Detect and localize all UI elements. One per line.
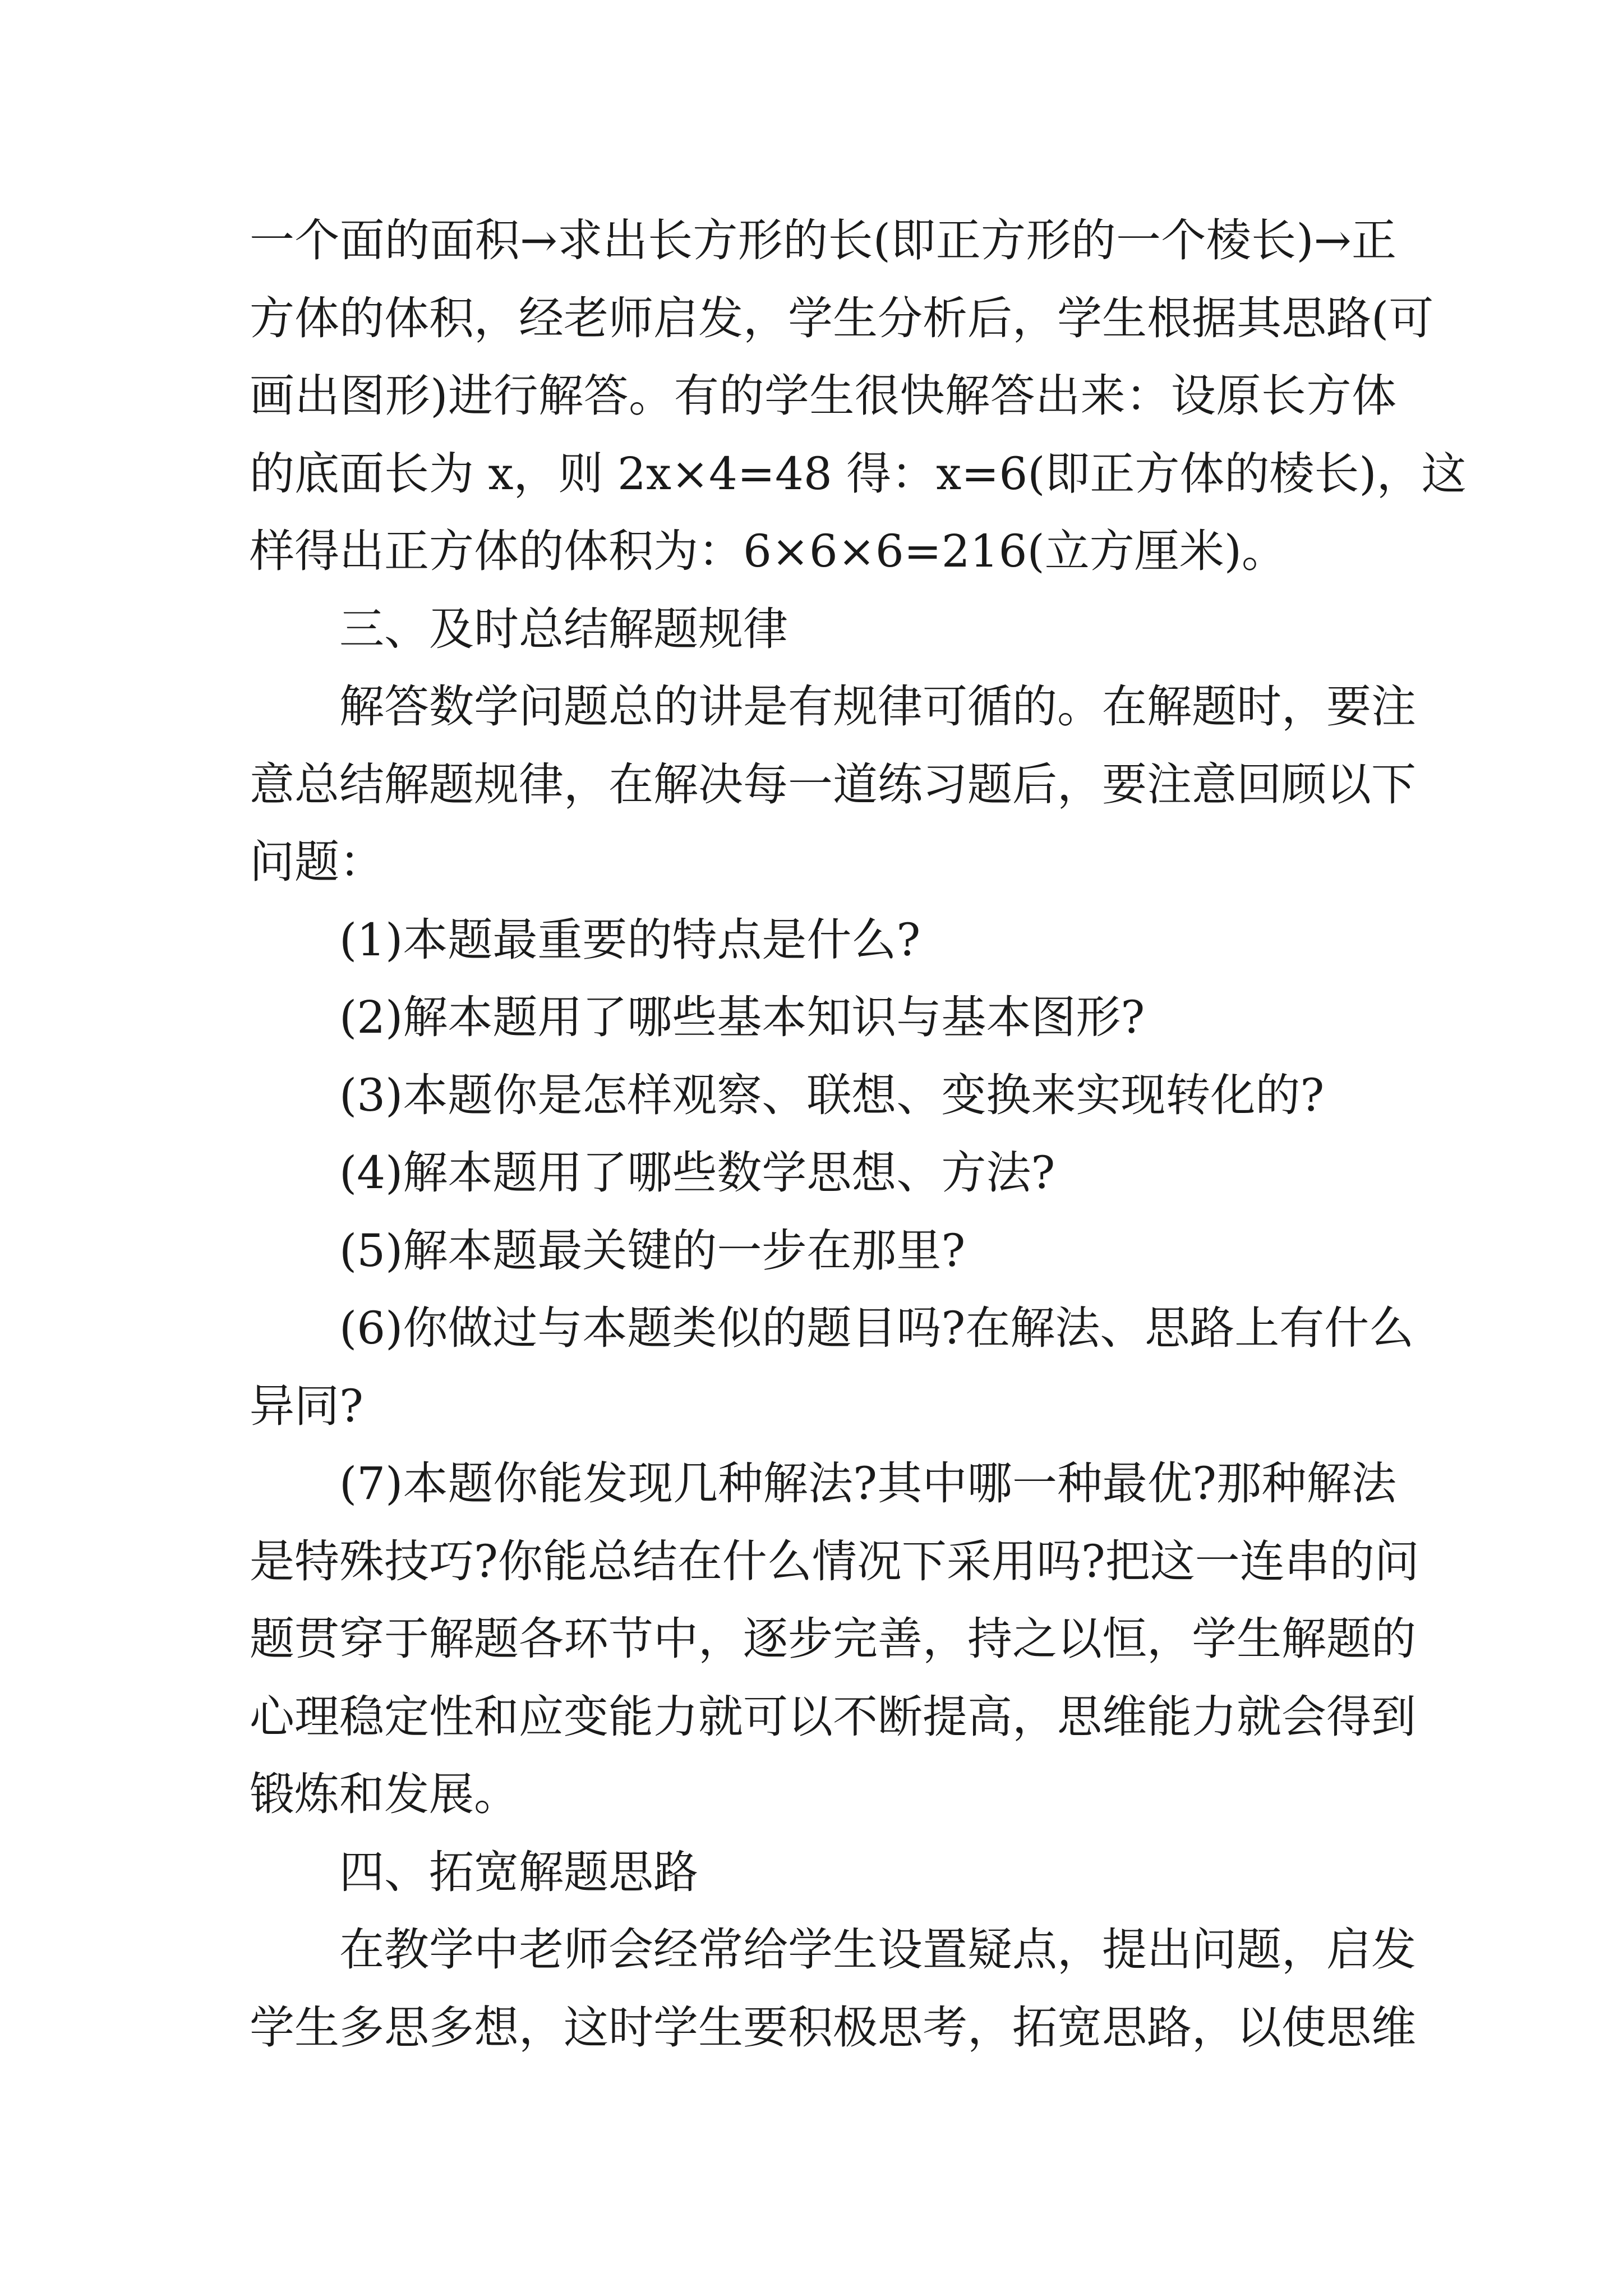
section-heading: 三、及时总结解题规律 bbox=[339, 602, 788, 655]
document-body bbox=[250, 202, 1467, 2067]
text-line: 在教学中老师会经常给学生设置疑点，提出问题，启发 bbox=[339, 1924, 1416, 1976]
list-item: (5)解本题最关键的一步在那里? bbox=[339, 1224, 966, 1277]
text-line: 心理稳定性和应变能力就可以不断提高，思维能力就会得到 bbox=[250, 1690, 1416, 1743]
list-item: (3)本题你是怎样观察、联想、变换来实现转化的? bbox=[339, 1069, 1325, 1121]
text-line: 是特殊技巧?你能总结在什么情况下采用吗?把这一连串的问 bbox=[250, 1535, 1419, 1588]
list-item: (2)解本题用了哪些基本知识与基本图形? bbox=[339, 991, 1145, 1043]
text-line: 题贯穿于解题各环节中，逐步完善，持之以恒，学生解题的 bbox=[250, 1613, 1416, 1665]
text-line: 锻炼和发展。 bbox=[250, 1768, 519, 1820]
text-line: 画出图形)进行解答。有的学生很快解答出来：设原长方体 bbox=[250, 370, 1396, 422]
text-line: 方体的体积，经老师启发，学生分析后，学生根据其思路(可 bbox=[250, 292, 1434, 344]
list-item: (4)解本题用了哪些数学思想、方法? bbox=[339, 1147, 1055, 1199]
text-line: 意总结解题规律，在解决每一道练习题后，要注意回顾以下 bbox=[250, 758, 1416, 811]
text-line: 学生多思多想，这时学生要积极思考，拓宽思路，以使思维 bbox=[250, 2001, 1416, 2054]
list-item: (6)你做过与本题类似的题目吗?在解法、思路上有什么 bbox=[339, 1302, 1414, 1354]
section-heading: 四、拓宽解题思路 bbox=[339, 1846, 698, 1898]
list-item: (1)本题最重要的特点是什么? bbox=[339, 913, 921, 966]
text-line: 问题： bbox=[250, 836, 384, 888]
text-line: 的底面长为 x，则 2x×4=48 得：x=6(即正方体的棱长)，这 bbox=[250, 447, 1467, 500]
text-line: 样得出正方体的体积为：6×6×6=216(立方厘米)。 bbox=[250, 525, 1287, 577]
text-line: 解答数学问题总的讲是有规律可循的。在解题时，要注 bbox=[339, 680, 1416, 733]
list-item: (7)本题你能发现几种解法?其中哪一种最优?那种解法 bbox=[339, 1457, 1396, 1510]
text-line: 一个面的面积→求出长方形的长(即正方形的一个棱长)→正 bbox=[250, 214, 1396, 266]
text-line: 异同? bbox=[250, 1379, 363, 1432]
